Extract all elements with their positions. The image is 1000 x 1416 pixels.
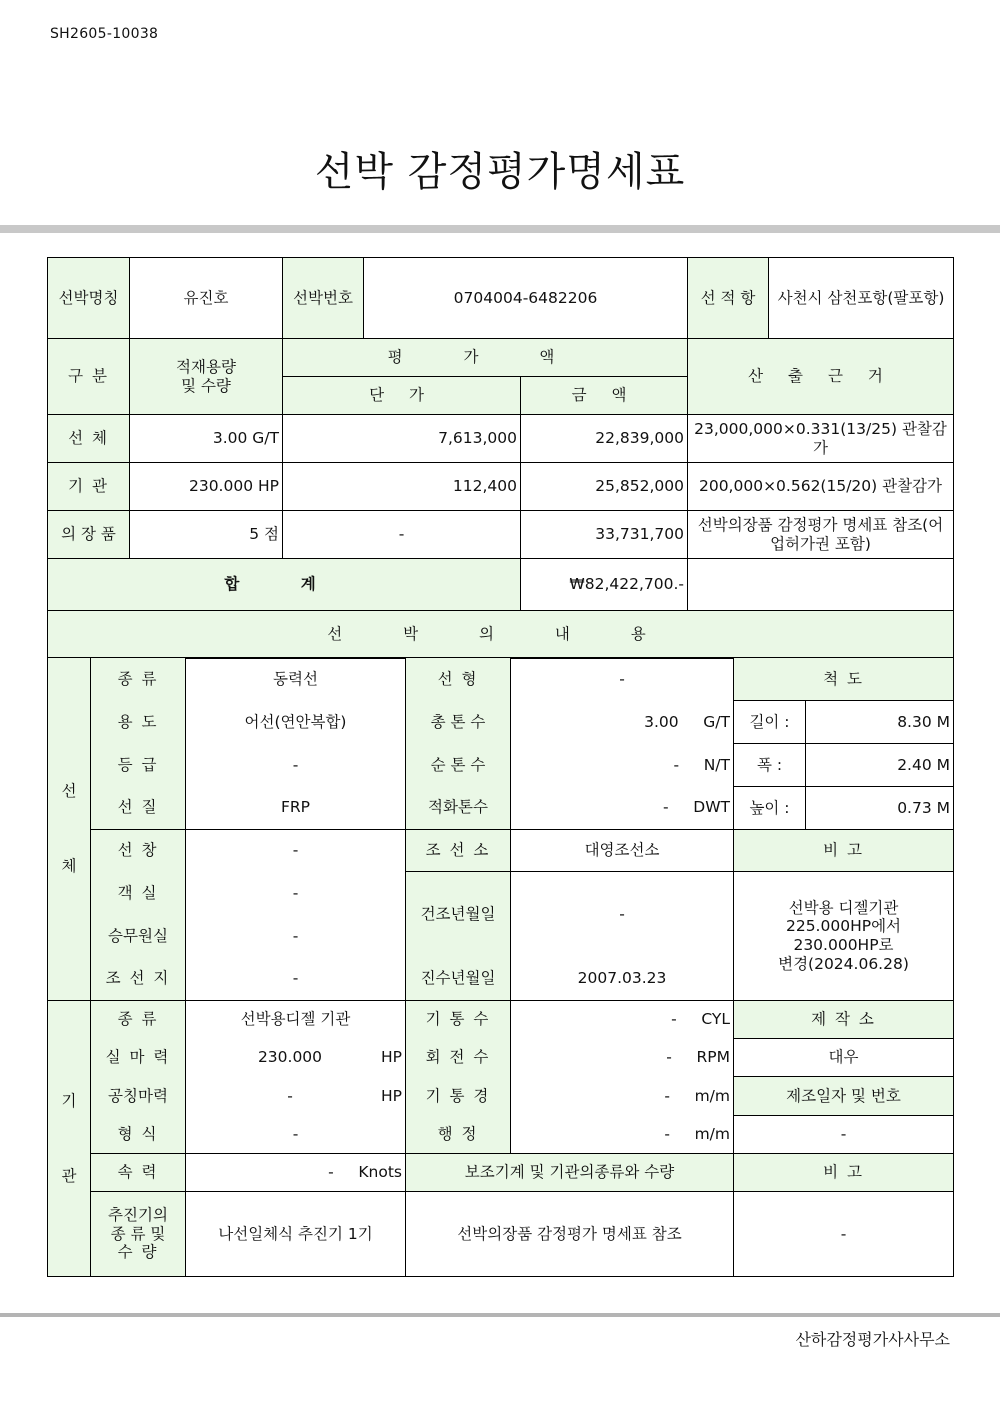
hull-row-cabin (48, 872, 954, 915)
row-label: 선 체 (48, 415, 130, 463)
engine-label-bottom: 관 (61, 1166, 77, 1185)
kind-label: 종 류 (91, 658, 186, 701)
net-tonnage-cell (511, 744, 734, 787)
col-category: 구 분 (48, 339, 130, 415)
basis-cell: 23,000,000×0.331(13/25) 관찰감가 (688, 415, 954, 463)
valuation-header-row (48, 339, 954, 377)
ship-name-value: 유진호 (130, 258, 283, 339)
unit-price-cell: 7,613,000 (283, 415, 521, 463)
total-label: 합 계 (48, 559, 521, 611)
capacity-cell: 230.000 HP (130, 463, 283, 511)
engine-section-label (48, 1001, 91, 1277)
kind-value: 동력선 (186, 658, 406, 701)
propeller-label-line: 수 량 (117, 1243, 159, 1262)
built-place-value: - (186, 958, 406, 1001)
aux-machinery-value: 선박의장품 감정평가 명세표 참조 (406, 1192, 734, 1277)
port-value: 사천시 삼천포항(팔포항) (769, 258, 954, 339)
col-capacity-line1: 적재용량 (176, 357, 236, 376)
window-value: - (186, 830, 406, 872)
ship-number-label: 선박번호 (283, 258, 364, 339)
hull-section-label (48, 658, 91, 1001)
rpm-value: - (666, 1048, 672, 1067)
col-value: 평 가 액 (283, 339, 688, 377)
use-value: 어선(연안복합) (186, 701, 406, 744)
hull-label-top: 선 (61, 782, 77, 801)
valuation-row-hull (48, 415, 954, 463)
ship-number-value: 0704004-6482206 (364, 258, 688, 339)
use-label: 용 도 (91, 701, 186, 744)
hull-row-window (48, 830, 954, 872)
cylinders-unit: CYL (701, 1010, 730, 1029)
date-serial-label: 제조일자 및 번호 (734, 1077, 954, 1116)
bore-cell (511, 1077, 734, 1116)
shipyard-value: 대영조선소 (511, 830, 734, 872)
crew-room-value: - (186, 915, 406, 958)
maker-label: 제 작 소 (734, 1001, 954, 1039)
engine-row-propeller (48, 1192, 954, 1277)
actual-power-cell (186, 1039, 406, 1077)
dwt-unit: DWT (693, 798, 730, 817)
form-label: 형 식 (91, 1116, 186, 1154)
engine-remark-value: - (734, 1192, 954, 1277)
built-date-value: - (511, 872, 734, 958)
speed-value: - (328, 1163, 334, 1182)
hull-remark-value (734, 872, 954, 1001)
ship-header-row (48, 258, 954, 339)
type-value: - (511, 658, 734, 701)
stroke-unit: m/m (694, 1124, 730, 1143)
rated-power-cell (186, 1077, 406, 1116)
hull-remark-line: 변경(2024.06.28) (778, 954, 909, 973)
amount-cell: 33,731,700 (521, 511, 688, 559)
material-value: FRP (186, 787, 406, 830)
engine-kind-label: 종 류 (91, 1001, 186, 1039)
propeller-value: 나선일체식 추진기 1기 (186, 1192, 406, 1277)
dwt-value: - (663, 798, 669, 817)
total-value: ₩82,422,700.- (521, 559, 688, 611)
details-title: 선 박 의 내 용 (48, 611, 954, 659)
top-divider (0, 225, 1000, 233)
col-unit-price: 단 가 (283, 377, 521, 415)
hull-row-kind (48, 658, 954, 701)
hull-label-bottom: 체 (61, 857, 77, 875)
bore-unit: m/m (694, 1086, 730, 1105)
gross-tonnage-label: 총 톤 수 (406, 701, 511, 744)
engine-row-kind (48, 1001, 954, 1039)
amount-cell: 25,852,000 (521, 463, 688, 511)
hull-row-material (48, 787, 954, 830)
hull-remark-line: 225.000HP에서 (785, 917, 902, 936)
crew-room-label: 승무원실 (91, 915, 186, 958)
shipyard-label: 조 선 소 (406, 830, 511, 872)
rpm-cell (511, 1039, 734, 1077)
engine-row-rated (48, 1077, 954, 1116)
aux-machinery-label: 보조기계 및 기관의종류와 수량 (406, 1154, 734, 1192)
material-label: 선 질 (91, 787, 186, 830)
dwt-cell (511, 787, 734, 830)
hull-remark-line: 선박용 디젤기관 (788, 898, 899, 917)
total-empty (688, 559, 954, 611)
actual-power-value: 230.000 (257, 1048, 323, 1067)
grade-label: 등 급 (91, 744, 186, 787)
rpm-unit: RPM (696, 1048, 730, 1067)
col-basis: 산 출 근 거 (688, 339, 954, 415)
bore-label: 기 통 경 (406, 1077, 511, 1116)
rated-power-label: 공칭마력 (91, 1077, 186, 1116)
hull-row-use (48, 701, 954, 744)
valuation-row-engine (48, 463, 954, 511)
row-label: 기 관 (48, 463, 130, 511)
type-label: 선 형 (406, 658, 511, 701)
net-tonnage-label: 순 톤 수 (406, 744, 511, 787)
maker-value: 대우 (734, 1039, 954, 1077)
speed-label: 속 력 (91, 1154, 186, 1192)
engine-remark-label: 비 고 (734, 1154, 954, 1192)
height-label: 높이 : (734, 787, 806, 830)
hull-row-grade (48, 744, 954, 787)
valuation-table (47, 257, 954, 659)
speed-unit: Knots (358, 1163, 402, 1182)
dimensions-label: 척 도 (734, 658, 954, 701)
gross-tonnage-cell (511, 701, 734, 744)
rpm-label: 회 전 수 (406, 1039, 511, 1077)
rated-power-value: - (287, 1086, 293, 1105)
built-place-label: 조 선 지 (91, 958, 186, 1001)
capacity-cell: 5 점 (130, 511, 283, 559)
col-capacity (130, 339, 283, 415)
engine-row-power (48, 1039, 954, 1077)
port-label: 선 적 항 (688, 258, 769, 339)
ship-name-label: 선박명칭 (48, 258, 130, 339)
grade-value: - (186, 744, 406, 787)
bottom-divider (0, 1313, 1000, 1317)
gross-tonnage-value: 3.00 (644, 712, 679, 731)
propeller-label-line: 종 류 및 (110, 1224, 166, 1243)
stroke-value: - (664, 1124, 670, 1143)
engine-kind-value: 선박용디젤 기관 (186, 1001, 406, 1039)
net-tonnage-value: - (673, 755, 680, 774)
col-capacity-line2: 및 수량 (181, 376, 231, 395)
propeller-label (91, 1192, 186, 1277)
gross-tonnage-unit: G/T (703, 712, 730, 731)
cabin-value: - (186, 872, 406, 915)
cylinders-cell (511, 1001, 734, 1039)
details-table (47, 657, 954, 1277)
rated-power-unit: HP (380, 1086, 402, 1105)
engine-row-form (48, 1116, 954, 1154)
net-tonnage-unit: N/T (703, 755, 730, 774)
engine-label-top: 기 (61, 1091, 77, 1110)
cylinders-label: 기 통 수 (406, 1001, 511, 1039)
capacity-cell: 3.00 G/T (130, 415, 283, 463)
form-value: - (186, 1116, 406, 1154)
details-title-row (48, 611, 954, 659)
speed-cell (186, 1154, 406, 1192)
valuation-row-equipment (48, 511, 954, 559)
engine-row-speed (48, 1154, 954, 1192)
valuation-total-row (48, 559, 954, 611)
stroke-label: 행 정 (406, 1116, 511, 1154)
page-title: 선박 감정평가명세표 (314, 149, 686, 195)
width-value: 2.40 M (806, 744, 954, 787)
actual-power-label: 실 마 력 (91, 1039, 186, 1077)
stroke-cell (511, 1116, 734, 1154)
basis-cell: 200,000×0.562(15/20) 관찰감가 (688, 463, 954, 511)
document-number: SH2605-10038 (50, 26, 159, 42)
propeller-label-line: 추진기의 (108, 1206, 168, 1225)
col-amount: 금 액 (521, 377, 688, 415)
length-label: 길이 : (734, 701, 806, 744)
actual-power-unit: HP (380, 1048, 402, 1067)
cylinders-value: - (671, 1010, 677, 1029)
dwt-label: 적화톤수 (406, 787, 511, 830)
row-label: 의 장 품 (48, 511, 130, 559)
hull-remark-line: 230.000HP로 (793, 936, 894, 954)
basis-cell: 선박의장품 감정평가 명세표 참조(어업허가권 포함) (688, 511, 954, 559)
hull-remark-label: 비 고 (734, 830, 954, 872)
launch-date-value: 2007.03.23 (511, 958, 734, 1001)
height-value: 0.73 M (806, 787, 954, 830)
window-label: 선 창 (91, 830, 186, 872)
unit-price-cell: - (283, 511, 521, 559)
length-value: 8.30 M (806, 701, 954, 744)
bore-value: - (664, 1086, 670, 1105)
built-date-label: 건조년월일 (406, 872, 511, 958)
amount-cell: 22,839,000 (521, 415, 688, 463)
launch-date-label: 진수년월일 (406, 958, 511, 1001)
appraisal-office-name: 산하감정평가사사무소 (795, 1330, 950, 1349)
width-label: 폭 : (734, 744, 806, 787)
unit-price-cell: 112,400 (283, 463, 521, 511)
date-serial-value: - (734, 1116, 954, 1154)
cabin-label: 객 실 (91, 872, 186, 915)
